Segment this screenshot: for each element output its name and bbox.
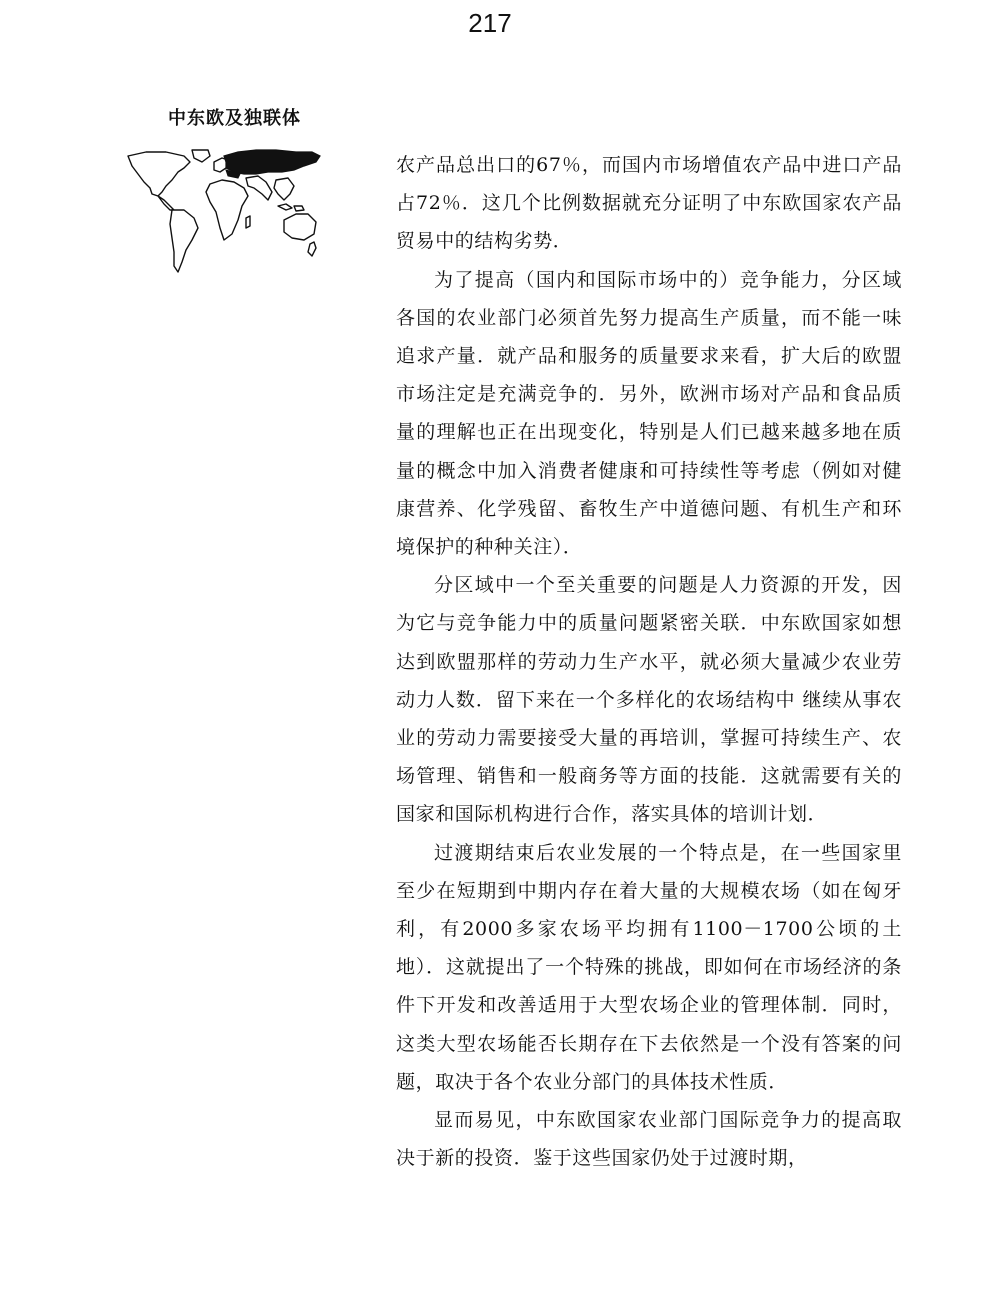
paragraph: 农产品总出口的67％，而国内市场增值农产品中进口产品占72％．这几个比例数据就充分证明了中东欧国家农产品贸易中的结构劣势． bbox=[396, 154, 902, 253]
body-text bbox=[396, 146, 902, 1177]
paragraph: 过渡期结束后农业发展的一个特点是，在一些国家里至少在短期到中期内存在着大量的大规模农场（如在匈牙利，有2000多家农场平均拥有1100－1700公顷的土地）．这就提出了一个特殊的挑战，即如何在市场经济的条件下开发和改善适用于大型农场企业的管理体制．同时，这类大型农场能否长期存在下去依然是一个没有答案的问题，取决于各个农业分部门的具体技术性质． bbox=[396, 841, 902, 1093]
paragraph: 分区域中一个至关重要的问题是人力资源的开发，因为它与竞争能力中的质量问题紧密关联．中东欧国家如想达到欧盟那样的劳动力生产水平，就必须大量减少农业劳动力人数．留下来在一个多样化的农场结构中 继续从事农业的劳动力需要接受大量的再培训，掌握可持续生产、农场管理、销售和一般商务等方面的技能．这就需要有关的国家和国际机构进行合作，落实具体的培训计划． bbox=[396, 574, 902, 826]
paragraph: 显而易见，中东欧国家农业部门国际竞争力的提高取决于新的投资．鉴于这些国家仍处于过渡时期， bbox=[396, 1109, 902, 1170]
paragraph: 为了提高（国内和国际市场中的）竞争能力，分区域各国的农业部门必须首先努力提高生产质量，而不能一味追求产量．就产品和服务的质量要求来看，扩大后的欧盟市场注定是充满竞争的．另外，欧洲市场对产品和食品质量的理解也正在出现变化，特别是人们已越来越多地在质量的概念中加入消费者健康和可持续性等考虑（例如对健康营养、化学残留、畜牧生产中道德问题、有机生产和环境保护的种种关注）． bbox=[396, 268, 902, 559]
world-map-icon bbox=[126, 148, 322, 280]
section-heading: 中东欧及独联体 bbox=[168, 108, 301, 129]
page-number: 217 bbox=[468, 8, 512, 38]
